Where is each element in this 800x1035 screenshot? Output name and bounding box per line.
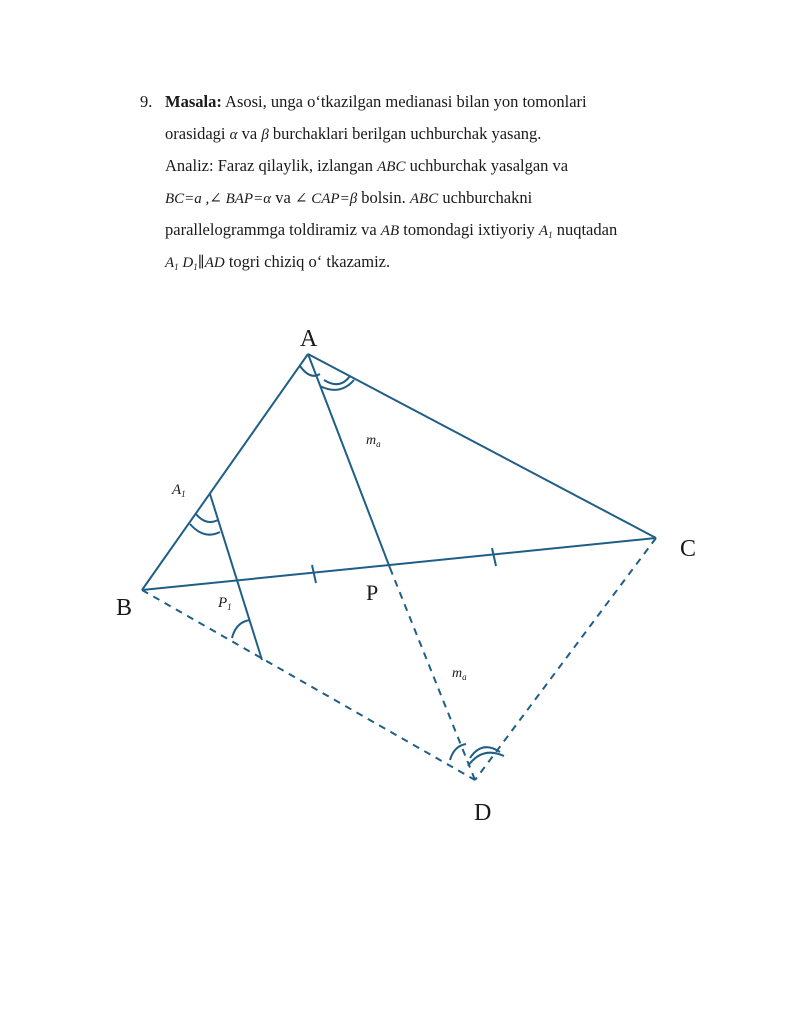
segment-ac	[308, 354, 656, 538]
text-run: va	[241, 124, 258, 143]
label-ma-upper: $m_a$	[366, 433, 381, 449]
segment-ab: AB	[380, 223, 400, 239]
angle-arc-alpha-a1	[196, 514, 218, 522]
text-run: parallelogrammga toldiramiz va	[165, 220, 377, 239]
label-p1: $P_1$	[218, 595, 232, 612]
label-c: C	[680, 536, 697, 562]
label-b: B	[116, 595, 133, 621]
text-run: togri chiziq o‘ tkazamiz.	[228, 252, 391, 271]
text-run: bolsin.	[361, 188, 406, 207]
tick-mark-pc	[492, 548, 496, 566]
text-run: nuqtadan	[556, 220, 618, 239]
angle-arc-beta-a-1	[324, 376, 350, 384]
label-a1: $A_1$	[172, 482, 186, 499]
label-a: A	[300, 326, 318, 352]
label-p: P	[366, 580, 379, 605]
formula-cap: ∠ CAP=β	[294, 191, 358, 207]
label-d: D	[474, 800, 492, 826]
triangle-abc: ABC	[377, 159, 406, 175]
problem-number: 9.	[140, 92, 153, 111]
alpha-symbol: α	[229, 127, 238, 143]
text-run: tomondagi ixtiyoriy	[403, 220, 535, 239]
text-run: orasidagi	[165, 124, 226, 143]
triangle-abc: ABC	[409, 191, 439, 207]
segment-ab	[142, 354, 308, 590]
point-a1: $A_1$	[538, 223, 553, 240]
text-run: burchaklari berilgan uchburchak yasang.	[272, 124, 542, 143]
formula-bc: BC=a ,∠ BAP=α	[165, 191, 272, 207]
segment-cd-dashed	[475, 538, 656, 780]
angle-arc-alpha-a	[300, 366, 320, 376]
angle-arc-d1	[232, 620, 250, 638]
beta-symbol: β	[261, 127, 269, 143]
label-ma-lower: $m_a$	[452, 666, 467, 682]
parallel-statement: $A_1$ $D_1\parallel AD$	[165, 255, 225, 272]
angle-arc-a1-outer	[190, 524, 220, 535]
segment-a1d1	[210, 494, 262, 660]
text-run: Asosi, unga o‘tkazilgan medianasi bilan yon tomonlari	[225, 92, 587, 111]
text-run: Analiz: Faraz qilaylik, izlangan	[165, 156, 374, 175]
segment-bc	[142, 538, 656, 590]
text-run: uchburchak yasalgan va	[409, 156, 569, 175]
problem-heading: Masala:	[165, 92, 222, 111]
text-run: va	[275, 188, 291, 207]
text-run: uchburchakni	[442, 188, 533, 207]
tick-mark-bp	[312, 565, 316, 583]
segment-bd-dashed	[142, 590, 475, 780]
